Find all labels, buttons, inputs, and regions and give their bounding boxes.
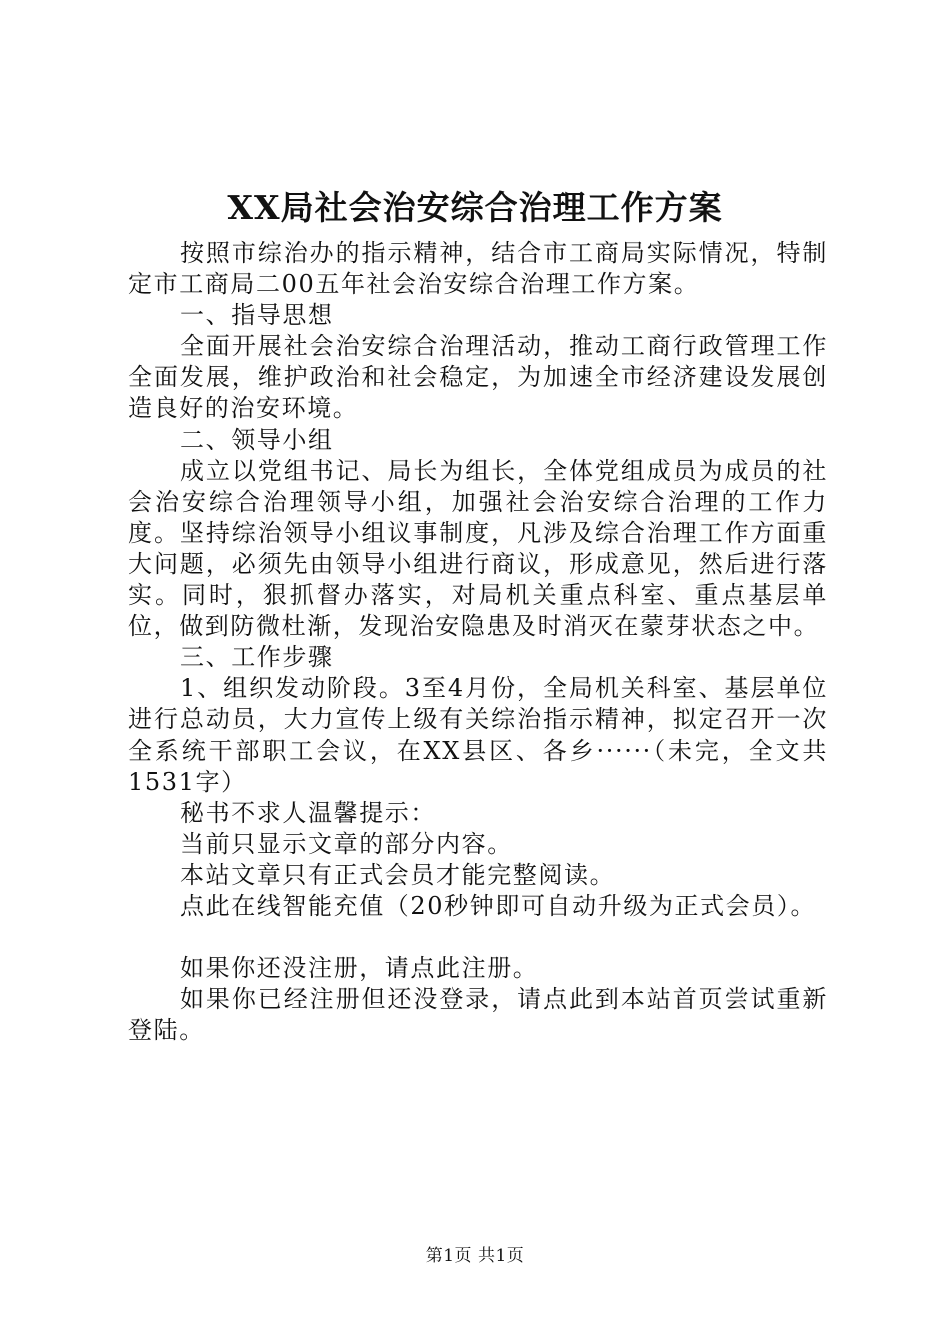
document-title: XX局社会治安综合治理工作方案 xyxy=(227,188,723,227)
login-link[interactable]: 如果你已经注册但还没登录，请点此到本站首页尝试重新登陆。 xyxy=(128,985,828,1045)
section-heading-guiding-ideology: 一、指导思想 xyxy=(180,301,334,330)
recharge-link[interactable]: 点此在线智能充值（20秒钟即可自动升级为正式会员）。 xyxy=(180,891,817,920)
intro-paragraph: 按照市综治办的指示精神，结合市工商局实际情况，特制定市工商局二00五年社会治安综合治理工作方案。 xyxy=(128,239,828,299)
notice-members-only: 本站文章只有正式会员才能完整阅读。 xyxy=(180,860,616,889)
notice-partial-content: 当前只显示文章的部分内容。 xyxy=(180,829,513,858)
document-body xyxy=(128,238,828,1046)
page-number-total: 共1页 xyxy=(477,1246,525,1266)
leading-group-paragraph: 成立以党组书记、局长为组长，全体党组成员为成员的社会治安综合治理领导小组，加强社会治安综合治理的工作力度。坚持综治领导小组议事制度，凡涉及综合治理工作方面重大问题，必须先由领导小组进行商议，形成意见，然后进行落实。同时，狠抓督办落实，对局机关重点科室、重点基层单位，做到防微杜渐，发现治安隐患及时消灭在蒙芽状态之中。 xyxy=(128,456,828,641)
section-heading-work-steps: 三、工作步骤 xyxy=(180,643,334,672)
notice-heading: 秘书不求人温馨提示： xyxy=(180,798,436,827)
guiding-ideology-paragraph: 全面开展社会治安综合治理活动，推动工商行政管理工作全面发展，维护政治和社会稳定，为加速全市经济建设发展创造良好的治安环境。 xyxy=(128,332,828,423)
section-heading-leading-group: 二、领导小组 xyxy=(180,425,334,454)
page-number-current: 第1页 xyxy=(425,1246,473,1266)
page-footer xyxy=(0,1244,950,1268)
register-link[interactable]: 如果你还没注册，请点此注册。 xyxy=(180,954,539,983)
work-steps-paragraph: 1、组织发动阶段。3至4月份，全局机关科室、基层单位进行总动员，大力宣传上级有关综治指示精神，拟定召开一次全系统干部职工会议，在XX县区、各乡······（未完，全文共1531字） xyxy=(128,674,828,796)
